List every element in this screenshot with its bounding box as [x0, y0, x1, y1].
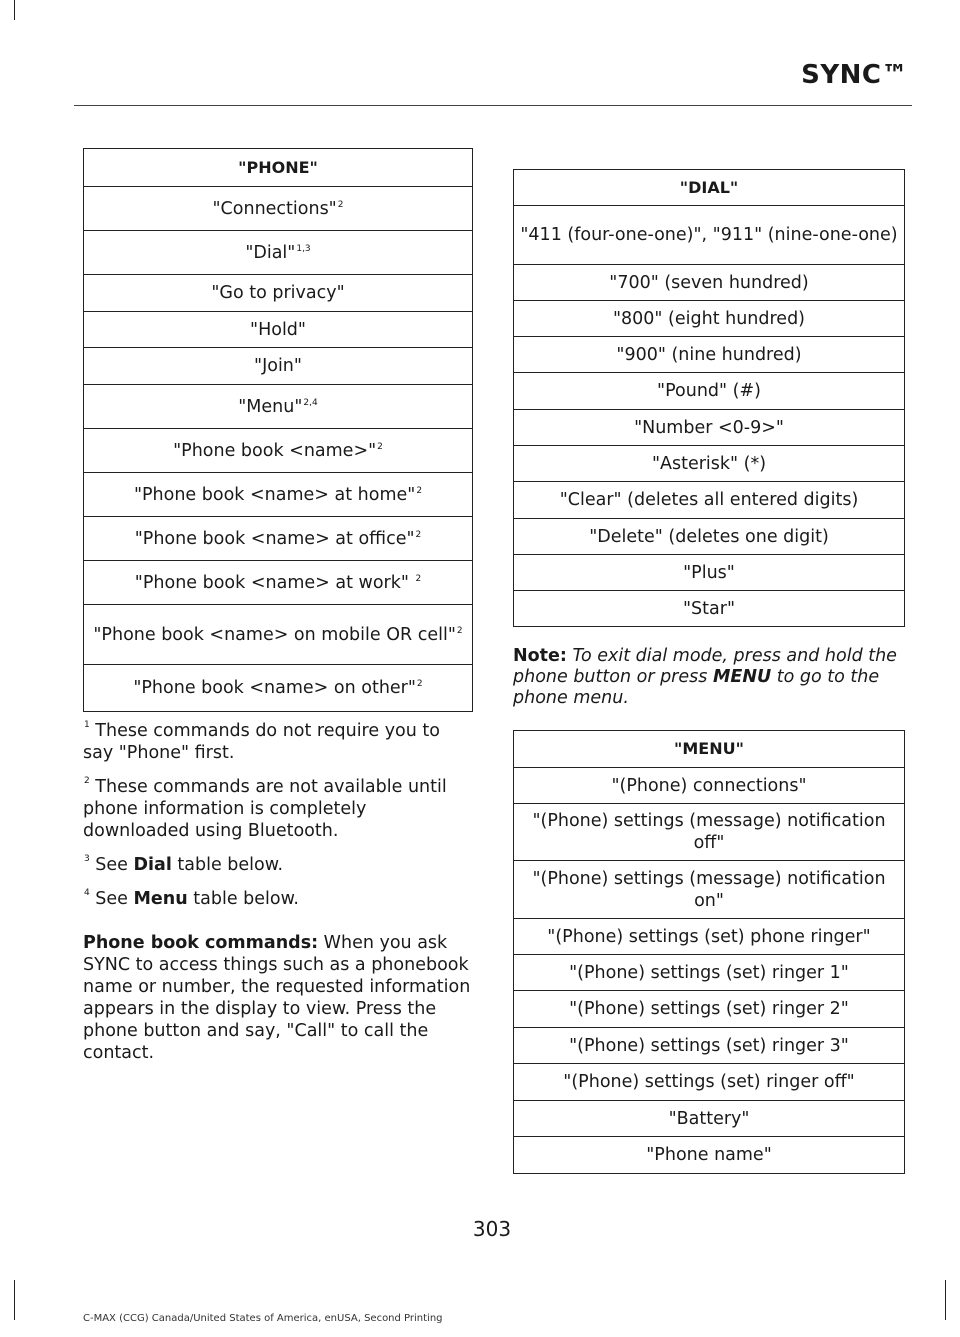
table-cell: "Phone book <name> on other"$^2$ [84, 665, 473, 712]
table-cell: "(Phone) settings (message) notification off" [514, 804, 905, 861]
table-cell: "Clear" (deletes all entered digits) [514, 482, 905, 519]
footnote: $^3$ See Dial table below. [84, 854, 284, 875]
table-cell: "Phone book <name> at work" $^2$ [84, 561, 473, 605]
crop-mark-top-left [14, 0, 15, 20]
table-cell: "Menu"$^{2,4}$ [84, 385, 473, 429]
table-cell: "Phone book <name> on mobile OR cell"$^2$ [84, 605, 473, 665]
table-cell: "Plus" [514, 555, 905, 591]
table-cell: "(Phone) settings (message) notification on" [514, 861, 905, 919]
page-header-title: SYNC™ [801, 60, 908, 90]
table-cell: "Battery" [514, 1101, 905, 1137]
table-cell: "Connections"$^2$ [84, 187, 473, 231]
table-header: "PHONE" [84, 149, 473, 187]
table-cell: "Asterisk" (*) [514, 446, 905, 482]
footnote: $^4$ See Menu table below. [84, 888, 299, 909]
table-cell: "(Phone) settings (set) phone ringer" [514, 919, 905, 955]
table-cell: "Phone book <name> at home"$^2$ [84, 473, 473, 517]
crop-mark-bottom-right [945, 1280, 946, 1320]
table-cell: "Pound" (#) [514, 373, 905, 410]
table-cell: "700" (seven hundred) [514, 265, 905, 301]
table-cell: "800" (eight hundred) [514, 301, 905, 337]
table-cell: "900" (nine hundred) [514, 337, 905, 373]
table-cell: "Phone book <name> at office"$^2$ [84, 517, 473, 561]
dial-mode-note: Note: To exit dial mode, press and hold the phone button or press MENU to go to the phone menu. [513, 646, 897, 708]
footnote: $^2$ These commands are not available until phone information is completely downloaded using Bluetooth. [83, 776, 447, 841]
table-header: "DIAL" [514, 170, 905, 206]
page-number: 303 [472, 1217, 512, 1241]
footnotes-section [83, 720, 475, 1076]
menu-commands-table [513, 730, 905, 1174]
header-divider [74, 105, 912, 106]
table-cell: "Phone name" [514, 1137, 905, 1174]
table-cell: "Number <0-9>" [514, 410, 905, 446]
table-cell: "Hold" [84, 312, 473, 348]
crop-mark-bottom-left [14, 1280, 15, 1320]
table-cell: "Phone book <name>"$^2$ [84, 429, 473, 473]
table-cell: "(Phone) settings (set) ringer 1" [514, 955, 905, 991]
phone-book-paragraph: Phone book commands: When you ask SYNC to access things such as a phonebook name or number, the requested information appears in the display to view. Press the phone button and say, "Call" to call the contact. [83, 933, 471, 1063]
table-cell: "Dial"$^{1,3}$ [84, 231, 473, 275]
table-cell: "411 (four-one-one)", "911" (nine-one-one) [514, 206, 905, 265]
table-header: "MENU" [514, 731, 905, 768]
table-cell: "(Phone) settings (set) ringer 3" [514, 1028, 905, 1064]
table-cell: "Join" [84, 348, 473, 385]
footnote: $^1$ These commands do not require you to say "Phone" first. [83, 720, 440, 763]
table-cell: "(Phone) settings (set) ringer off" [514, 1064, 905, 1101]
footer-text: C-MAX (CCG) Canada/United States of America, enUSA, Second Printing [83, 1313, 443, 1324]
table-cell: "Go to privacy" [84, 275, 473, 312]
table-cell: "Delete" (deletes one digit) [514, 519, 905, 555]
phone-commands-table [83, 148, 473, 712]
table-cell: "(Phone) connections" [514, 768, 905, 804]
dial-commands-table [513, 169, 905, 627]
table-cell: "(Phone) settings (set) ringer 2" [514, 991, 905, 1028]
table-cell: "Star" [514, 591, 905, 627]
